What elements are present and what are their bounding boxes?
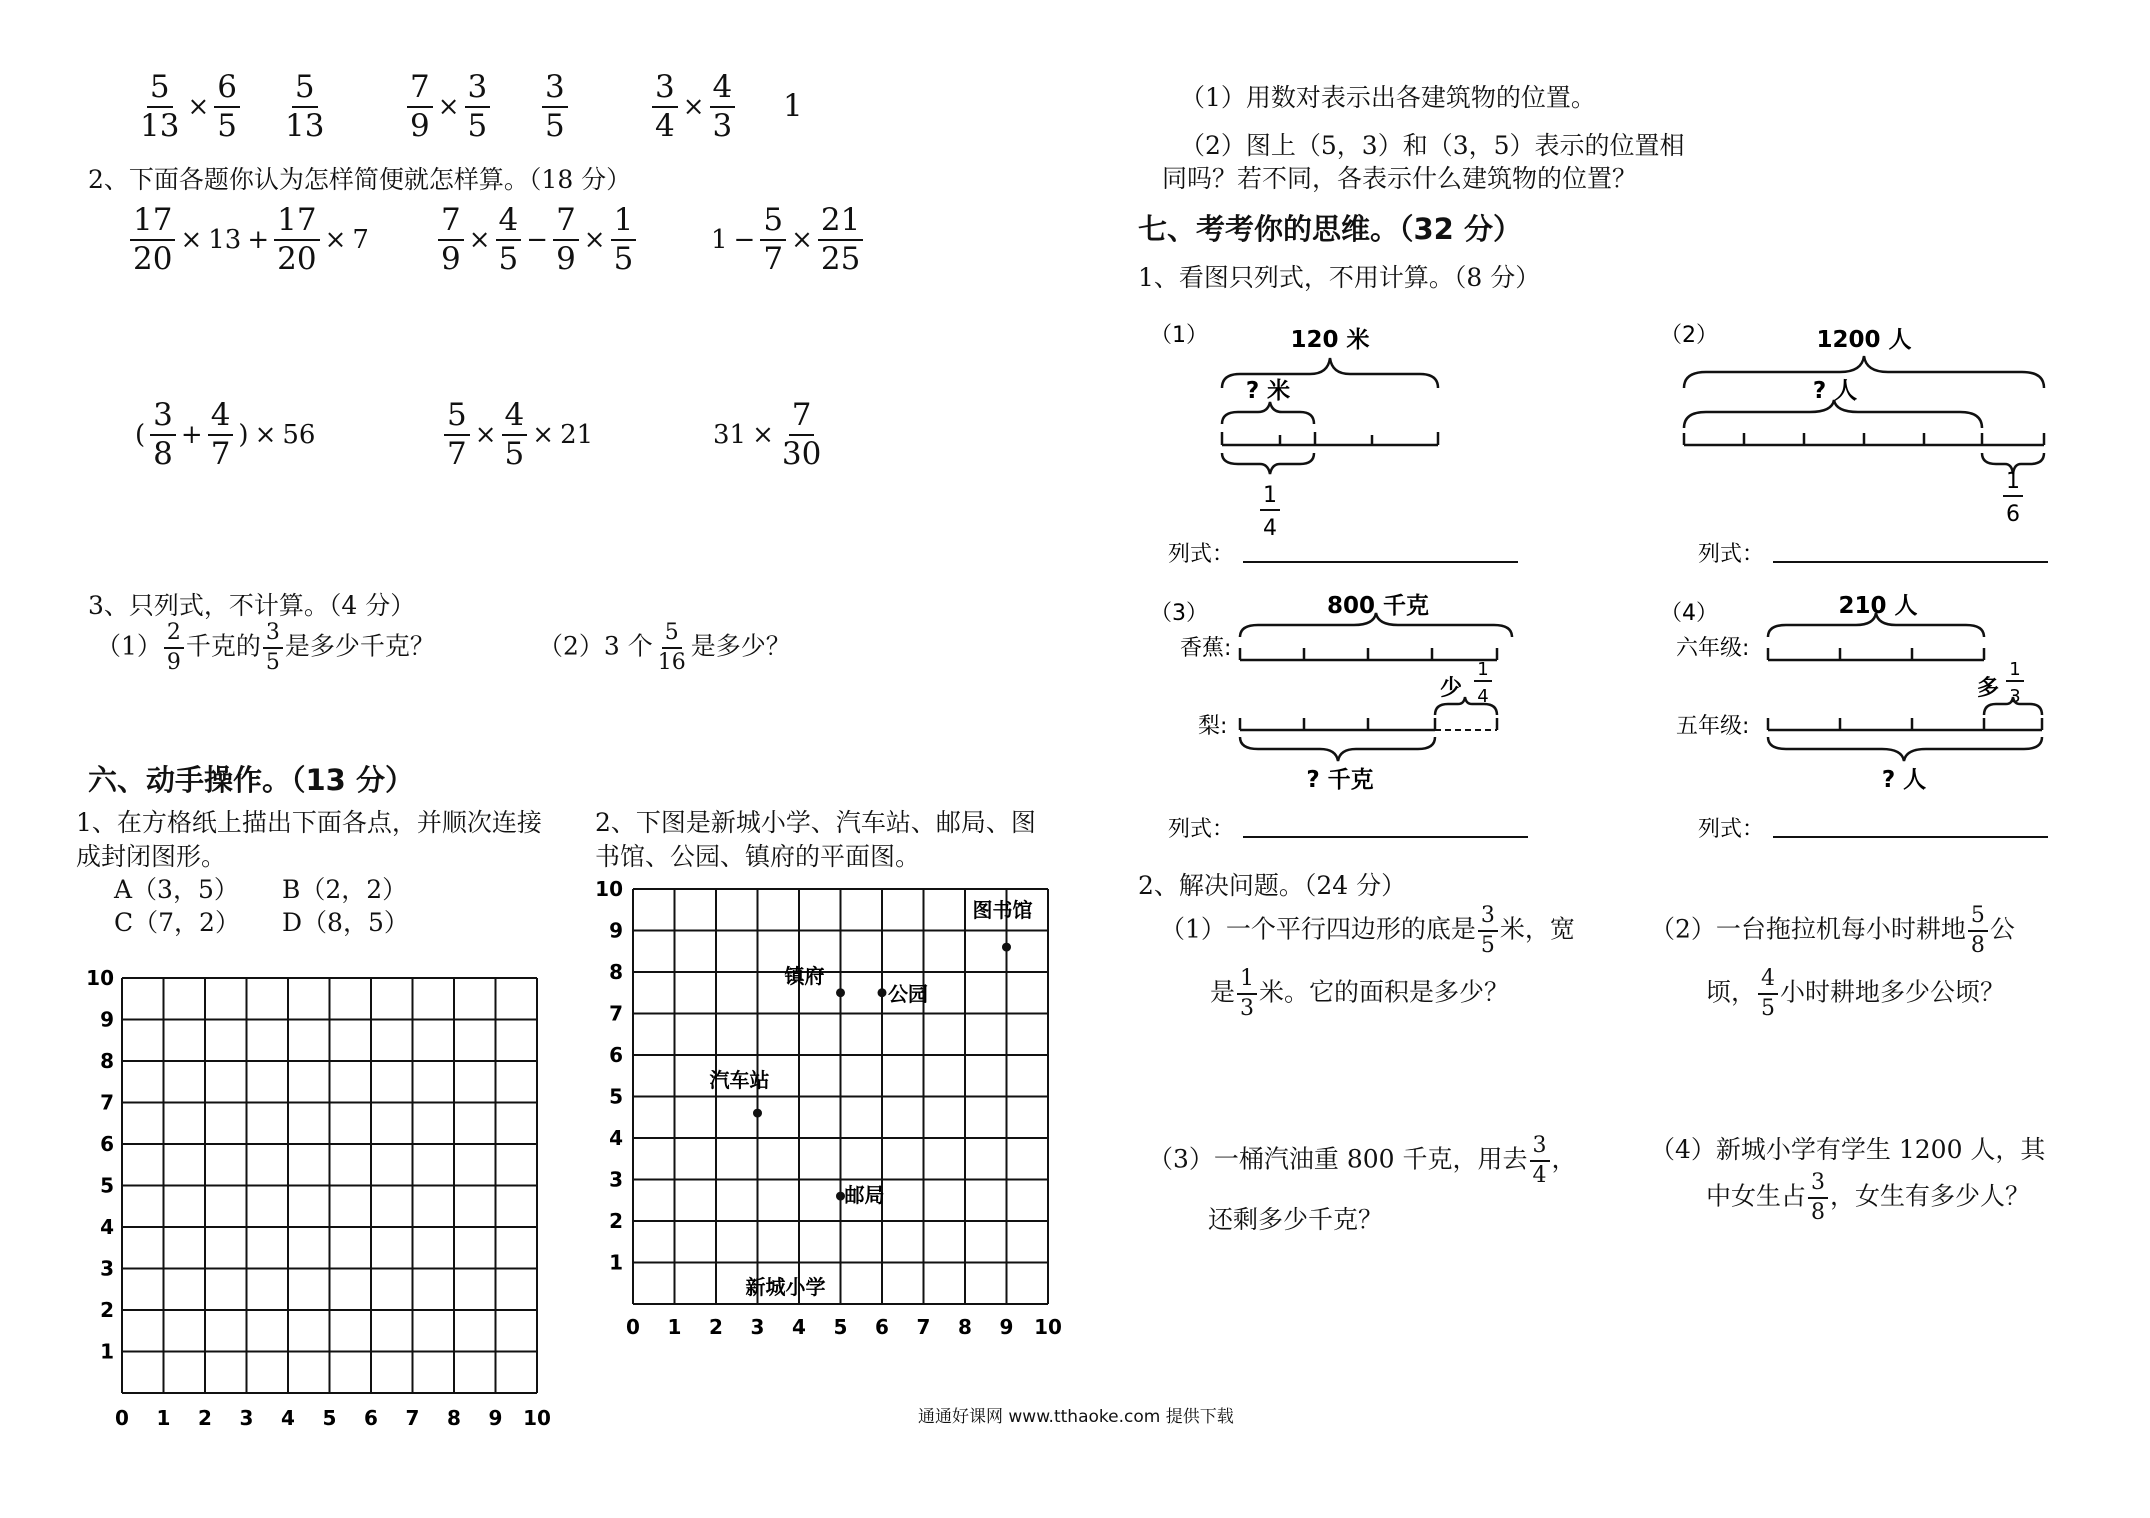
part-label: ? 人 [1812,378,1858,404]
x-tick-label: 4 [281,1406,295,1430]
number: 7 [352,225,369,255]
frac-num: 1 [1477,659,1489,680]
label: （2）一台拖拉机每小时耕地 [1650,914,1966,944]
plus-sign: + [247,225,270,255]
x-tick-label: 0 [626,1315,640,1339]
q2-problem-1 [128,202,372,277]
frac-den: 4 [1263,516,1277,541]
place-label: 邮局 [844,1183,885,1208]
word-problem-1-line2 [1210,968,1509,1020]
label: 米，宽 [1499,914,1575,944]
x-tick-label: 7 [405,1406,420,1430]
section-6-title: 六、动手操作。（13 分） [88,763,414,797]
y-tick-label: 3 [100,1256,114,1281]
total-label: 800 千克 [1326,593,1430,619]
sec6-q1-line2: 成封闭图形。 [76,842,227,871]
q3-sub-2 [538,622,791,674]
times-sign: × [324,225,347,255]
top-expr-2 [405,69,492,144]
denominator: 9 [441,241,461,277]
formula-label: 列式： [1698,817,1765,842]
numerator: 3 [1808,1172,1828,1199]
numerator: 4 [710,72,736,108]
numerator: 5 [292,72,318,108]
place-dot [836,988,845,997]
denominator: 8 [1811,1200,1826,1225]
top-expr-3 [650,69,737,144]
y-tick-label: 1 [100,1339,114,1364]
label: 米。它的面积是多少？ [1259,977,1510,1007]
word-problem-4-line1: （4）新城小学有学生 1200 人，其 [1650,1135,2046,1164]
top-brace [1240,613,1512,637]
x-tick-label: 0 [115,1406,129,1430]
denominator: 4 [1532,1163,1547,1188]
times-sign: × [682,92,705,122]
ticks [1684,433,2044,445]
denominator: 9 [166,650,181,675]
numerator: 5 [760,205,786,241]
x-tick-label: 4 [792,1315,806,1339]
denominator: 9 [556,241,576,277]
number: 56 [282,420,316,450]
word-problem-3-line2: 还剩多少千克？ [1208,1205,1384,1234]
diagram-number: （4） [1660,601,1718,626]
place-dot [878,988,887,997]
numerator: 4 [1758,968,1778,995]
denominator: 7 [763,241,784,277]
line-diagram-3 [1140,585,1600,855]
y-tick-label: 6 [100,1132,114,1156]
label: 小时耕地多少公顷？ [1780,977,2006,1007]
word-problem-4-line2 [1706,1172,2030,1224]
x-tick-label: 1 [156,1406,171,1430]
denominator: 20 [277,241,317,277]
y-tick-label: 4 [609,1126,623,1150]
place-label: 公园 [888,981,928,1006]
y-tick-label: 2 [100,1298,114,1322]
y-tick-label: 8 [100,1049,114,1073]
diagram-number: （3） [1150,601,1208,626]
grid-paper-1[interactable] [70,955,570,1435]
top-brace [1684,356,2044,388]
x-tick-label: 2 [198,1406,212,1430]
top-expr-1 [135,69,242,144]
x-tick-label: 1 [667,1315,682,1339]
row-label-banana: 香蕉: [1180,636,1232,661]
q2-title: 2、下面各题你认为怎样简便就怎样算。（18 分） [88,165,632,194]
place-label: 新城小学 [745,1275,826,1299]
plus-sign: + [180,420,203,450]
numerator: 5 [147,72,173,108]
q2-problem-5 [442,397,596,472]
denominator: 5 [504,436,525,472]
numerator: 5 [1968,905,1988,932]
x-tick-label: 5 [833,1315,848,1339]
numerator: 3 [652,72,678,108]
point-b: B（2，2） [282,875,408,904]
sec6-q1-line1: 1、在方格纸上描出下面各点，并顺次连接 [76,808,542,837]
label: 是 [1210,977,1236,1007]
grid-1-lines [122,978,537,1393]
q2-problem-3 [708,202,865,277]
y-tick-label: 5 [609,1084,623,1109]
paren-open: ( [135,420,146,450]
sec7-q1: 1、看图只列式，不用计算。（8 分） [1138,263,1541,292]
times-sign: × [532,420,555,450]
label: （1）一个平行四边形的底是 [1160,914,1476,944]
denominator: 25 [820,241,861,277]
q2-problem-4 [132,397,318,472]
numerator: 3 [1530,1135,1550,1162]
sec6-q2-line1: 2、下图是新城小学、汽车站、邮局、图 [595,808,1036,837]
y-tick-label: 9 [609,918,623,943]
x-tick-label: 5 [322,1406,337,1430]
denominator: 5 [1761,996,1776,1021]
times-sign: × [752,420,774,450]
top-result-1 [280,69,329,144]
denominator: 5 [545,108,565,144]
x-tick-label: 8 [447,1406,461,1430]
numerator: 21 [818,205,863,241]
frac-num: 1 [2009,659,2021,680]
numerator: 4 [496,205,522,241]
top-result-3: 1 [783,88,803,124]
denominator: 13 [285,108,325,144]
bottom-brace [1240,737,1435,761]
denominator: 30 [781,436,822,472]
numerator: 6 [214,72,240,108]
grid-2-lines [633,889,1048,1304]
label: 公 [1989,914,2015,944]
ticks [1240,718,1497,730]
times-sign: × [468,225,491,255]
x-tick-label: 9 [488,1406,503,1430]
formula-label: 列式： [1698,542,1765,567]
point-a: A（3，5） [114,875,239,904]
y-tick-label: 8 [609,960,623,984]
numerator: 3 [263,622,283,649]
label: 千克的 [185,631,261,661]
denominator: 13 [140,108,180,144]
point-c: C（7，2） [114,908,240,937]
numerator: 7 [407,72,433,108]
denominator: 3 [1240,996,1255,1021]
row-label-grade5: 五年级: [1676,714,1750,739]
numerator: 1 [611,205,637,241]
x-tick-label: 6 [364,1406,378,1430]
bottom-brace [1768,737,2042,761]
numerator: 17 [274,205,319,241]
y-tick-label: 7 [100,1090,114,1115]
denominator: 5 [217,108,237,144]
x-tick-label: 8 [958,1315,972,1339]
label: 是多少千克？ [284,631,435,661]
denominator: 5 [265,650,280,675]
times-sign: × [474,420,497,450]
line-diagram-1 [1140,320,1560,570]
row-label-pear: 梨: [1198,714,1228,739]
frac-den: 6 [2006,502,2020,527]
line-diagram-2 [1650,320,2090,570]
place-label: 镇府 [784,963,825,988]
top-brace [1768,613,1984,637]
times-sign: × [187,92,210,122]
label: （2）3 个 [538,631,653,661]
total-label: 210 人 [1838,593,1918,619]
y-tick-label: 7 [609,1001,623,1026]
x-tick-label: 2 [709,1315,723,1339]
right-q1: （1）用数对表示出各建筑物的位置。 [1180,83,1596,112]
less-label: 少 [1440,676,1463,701]
denominator: 4 [655,108,675,144]
times-sign: × [791,225,813,255]
denominator: 8 [1970,933,1985,958]
denominator: 5 [613,241,634,277]
denominator: 16 [657,650,686,675]
x-tick-label: 3 [239,1406,254,1430]
minus-sign: − [526,225,549,255]
q2-problem-6 [710,397,826,472]
word-problem-1-line1 [1160,905,1575,957]
frac-den: 4 [1477,686,1489,707]
right-q2-line1: （2）图上（5，3）和（3，5）表示的位置相 [1180,131,1685,160]
q3-title: 3、只列式，不计算。（4 分） [88,591,416,620]
numerator: 2 [164,622,184,649]
part-brace [1222,402,1314,424]
ticks [1240,648,1497,660]
number: 13 [208,225,242,255]
numerator: 3 [150,400,176,436]
number: 1 [711,225,728,255]
label: ， [1551,1144,1577,1174]
denominator: 5 [498,241,519,277]
place-label: 图书馆 [972,898,1033,923]
minus-sign: − [733,225,756,255]
ticks [1768,718,2042,730]
numerator: 17 [130,205,175,241]
y-tick-label: 9 [100,1007,114,1032]
denominator: 5 [467,108,488,144]
y-tick-label: 2 [609,1209,623,1233]
number: 31 [713,420,747,450]
denominator: 8 [153,436,173,472]
grid-2-labels [595,880,1062,1339]
q2-problem-2 [436,202,638,277]
formula-label: 列式： [1168,817,1235,842]
denominator: 5 [1480,933,1495,958]
diagram-number: （2） [1660,323,1718,348]
numerator: 1 [1237,968,1257,995]
line-diagram-4 [1650,585,2090,855]
paren-close: ) [238,420,249,450]
diagram-number: （1） [1150,323,1208,348]
numerator: 3 [465,72,491,108]
denominator: 7 [447,436,467,472]
bottom-label: ? 千克 [1306,767,1374,793]
label: ，女生有多少人？ [1830,1181,2031,1211]
map-grid-2 [585,880,1085,1350]
grid-1-labels [86,966,551,1430]
denominator: 20 [133,241,173,277]
numerator: 7 [789,400,815,436]
x-tick-label: 3 [750,1315,765,1339]
label: 是多少？ [690,631,791,661]
frac-den: 3 [2009,686,2021,707]
frac-num: 1 [2006,469,2020,494]
number: 21 [560,420,594,450]
denominator: 7 [210,436,231,472]
bottom-brace [1222,453,1314,474]
part-label: ? 米 [1245,378,1291,404]
label: （1） [96,631,162,661]
times-sign: × [583,225,606,255]
x-tick-label: 6 [875,1315,889,1339]
place-dot [1002,943,1011,952]
word-problem-2-line2 [1706,968,2005,1020]
label: 中女生占 [1706,1181,1807,1211]
y-tick-label: 10 [86,966,114,990]
total-label: 1200 人 [1816,327,1912,353]
x-tick-label: 9 [999,1315,1014,1339]
x-tick-label: 7 [916,1315,931,1339]
q3-sub-1 [96,622,435,674]
numerator: 3 [542,72,568,108]
numerator: 4 [208,400,234,436]
denominator: 3 [712,108,733,144]
x-tick-label: 10 [523,1406,551,1430]
numerator: 7 [438,205,464,241]
word-problem-2-line1 [1650,905,2015,957]
times-sign: × [437,92,460,122]
y-tick-label: 1 [609,1250,623,1275]
y-tick-label: 3 [609,1167,623,1192]
denominator: 9 [410,108,430,144]
sec7-q2: 2、解决问题。（24 分） [1138,871,1407,900]
total-label: 120 米 [1290,327,1370,353]
frac-num: 1 [1263,483,1277,508]
y-tick-label: 10 [595,880,623,901]
y-tick-label: 5 [100,1173,114,1198]
place-label: 汽车站 [709,1068,770,1093]
formula-label: 列式： [1168,542,1235,567]
top-result-2 [540,69,570,144]
numerator: 5 [662,622,682,649]
numerator: 5 [444,400,470,436]
numerator: 4 [502,400,528,436]
label: （3）一桶汽油重 800 千克，用去 [1148,1144,1528,1174]
y-tick-label: 6 [609,1043,623,1067]
numerator: 7 [553,205,579,241]
x-tick-label: 10 [1034,1315,1062,1339]
place-dot [753,1109,762,1118]
footer: 通通好课网 www.tthaoke.com 提供下载 [918,1407,1234,1427]
label: 顷， [1706,977,1757,1007]
sec6-q2-line2: 书馆、公园、镇府的平面图。 [595,842,921,871]
times-sign: × [254,420,277,450]
more-label: 多 [1977,676,2000,701]
times-sign: × [180,225,203,255]
bottom-label: ? 人 [1881,767,1927,793]
numerator: 3 [1478,905,1498,932]
right-q2-line2: 同吗？若不同，各表示什么建筑物的位置？ [1162,164,1638,193]
ticks [1768,648,1984,660]
row-label-grade6: 六年级: [1676,636,1750,661]
word-problem-3-line1 [1148,1135,1577,1187]
point-d: D（8，5） [282,908,409,937]
y-tick-label: 4 [100,1215,114,1239]
section-7-title: 七、考考你的思维。（32 分） [1138,212,1522,246]
part-brace [1684,400,1982,428]
